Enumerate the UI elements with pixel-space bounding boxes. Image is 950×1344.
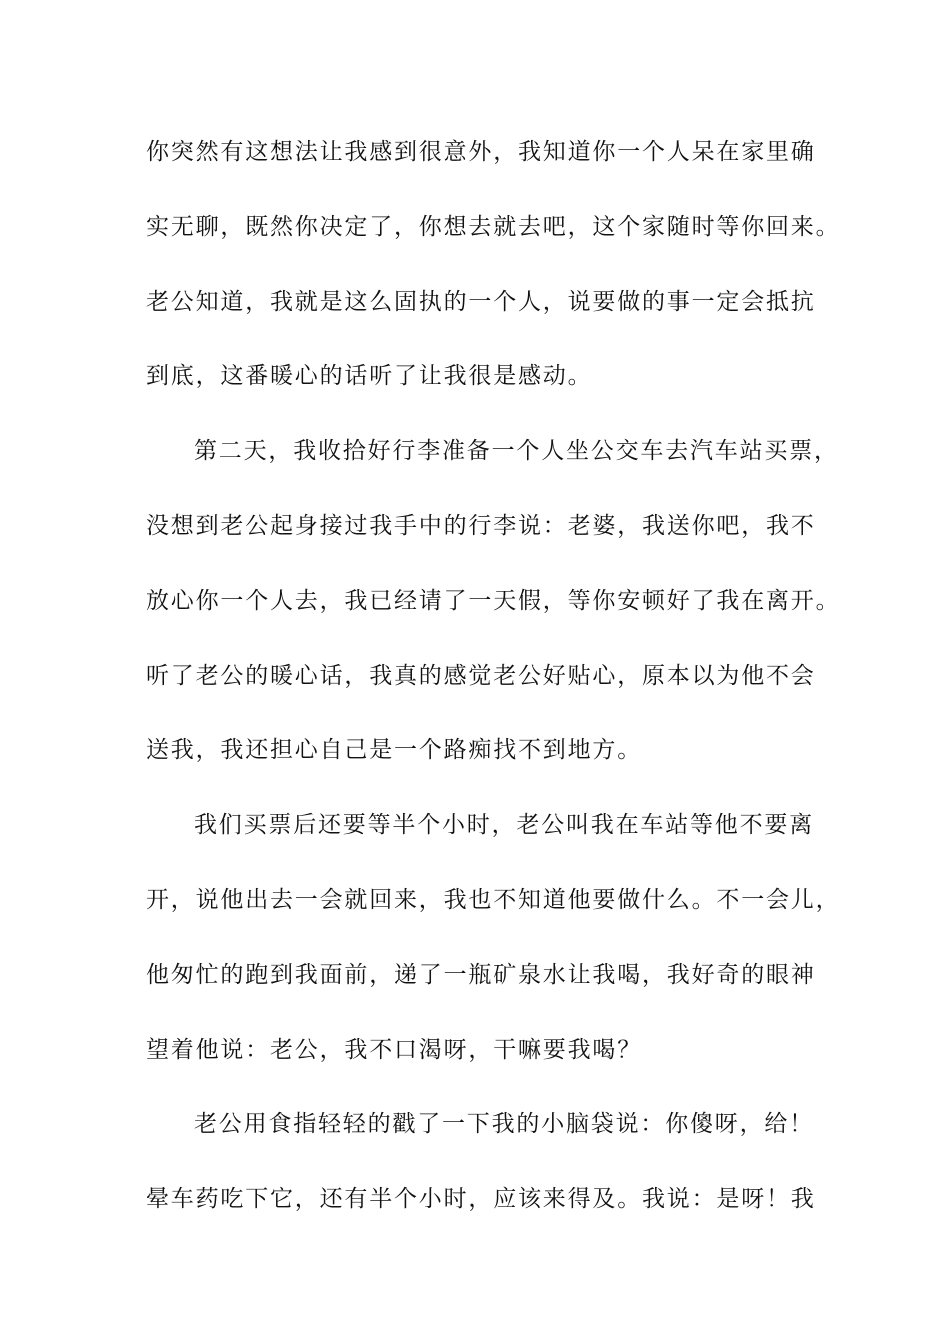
- text-line: 开，说他出去一会就回来，我也不知道他要做什么。不一会儿，: [146, 886, 841, 913]
- body-text: [146, 128, 841, 1250]
- text-line: 他匆忙的跑到我面前，递了一瓶矿泉水让我喝，我好奇的眼神: [146, 961, 816, 988]
- text-line: 你突然有这想法让我感到很意外，我知道你一个人呆在家里确: [146, 139, 816, 165]
- text-line: 实无聊，既然你决定了，你想去就去吧，这个家随时等你回来。: [146, 213, 841, 240]
- text-line: 晕车药吃下它，还有半个小时，应该来得及。我说：是呀！我: [146, 1186, 816, 1213]
- text-line: 望着他说：老公，我不口渴呀，干嘛要我喝？: [146, 1036, 642, 1063]
- text-line: 听了老公的暖心话，我真的感觉老公好贴心，原本以为他不会: [146, 662, 816, 689]
- text-line: 送我，我还担心自己是一个路痴找不到地方。: [146, 737, 642, 764]
- text-line: 到底，这番暖心的话听了让我很是感动。: [146, 363, 593, 390]
- paragraph-first-line: 我们买票后还要等半个小时，老公叫我在车站等他不要离: [194, 812, 814, 839]
- text-line: 没想到老公起身接过我手中的行李说：老婆，我送你吧，我不: [146, 512, 816, 539]
- text-line: 老公知道，我就是这么固执的一个人，说要做的事一定会抵抗: [146, 288, 816, 315]
- paragraph-first-line: 第二天，我收拾好行李准备一个人坐公交车去汽车站买票，: [194, 438, 839, 465]
- paragraph-first-line: 老公用食指轻轻的戳了一下我的小脑袋说：你傻呀，给！: [194, 1111, 814, 1138]
- text-line: 放心你一个人去，我已经请了一天假，等你安顿好了我在离开。: [146, 587, 841, 614]
